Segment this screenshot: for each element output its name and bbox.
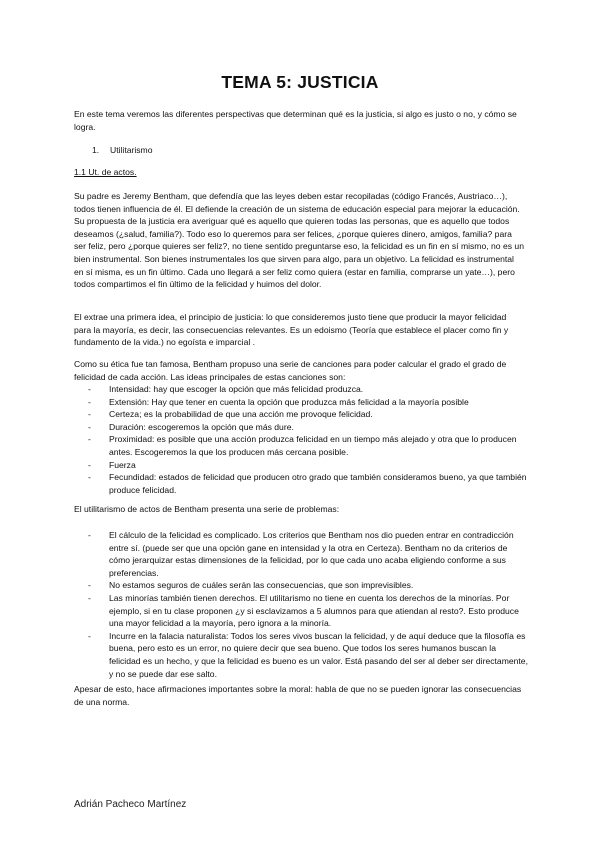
paragraph-conclusion: Apesar de esto, hace afirmaciones importantes sobre la moral: habla de que no se pueden ignorar las consecuencias de una norma.	[74, 684, 522, 707]
intro-paragraph: En este tema veremos las diferentes perspectivas que determinan qué es la justicia, si algo es justo o no, y cómo se logra.	[74, 109, 517, 132]
subheading: 1.1 Ut. de actos.	[74, 167, 137, 177]
problems-list	[88, 529, 528, 680]
section-label: Utilitarismo	[110, 145, 153, 155]
list-item: - Extensión: Hay que tener en cuenta la opción que produzca más felicidad a la mayoría posible	[88, 396, 528, 409]
list-item: - Incurre en la falacia naturalista: Todos los seres vivos buscan la felicidad, y de aquí deduce que la filosofía es buena, pero esto es un error, no quiere decir que sea bueno. Que todos los seres humanos buscan la felicidad es un hecho, y que la felicidad es bueno es un valor. Está pasando del ser al deber ser directamente, y no se puede dar ese salto.	[88, 630, 528, 680]
list-item: - Fecundidad: estados de felicidad que producen otro grado que también consideramos bueno, ya que también produce felicidad.	[88, 471, 528, 496]
paragraph-justice-principle: El extrae una primera idea, el principio de justicia: lo que consideremos justo tiene que producir la mayor felicidad para la mayoría, es decir, las consecuencias relevantes. Es un edoismo (Teoría que establece el placer como fin y fundamento de la vida.) no egoísta e imparcial .	[74, 312, 509, 348]
list-item: - No estamos seguros de cuáles serán las consecuencias, que son imprevisibles.	[88, 579, 528, 592]
list-item: - Fuerza	[88, 459, 528, 472]
paragraph-calculus-intro: Como su ética fue tan famosa, Bentham propuso una serie de canciones para poder calcular el grado el grado de felicidad de cada acción. Las ideas principales de estas canciones son:	[74, 359, 507, 382]
author-footer: Adrián Pacheco Martínez	[74, 799, 187, 810]
list-item: - El cálculo de la felicidad es complicado. Los criterios que Bentham nos dio pueden entrar en contradicción entre sí. (puede ser que una opción gane en intensidad y la otra en Certeza). Bentham no da criterios de cómo jerarquizar estas dimensiones de la felicidad, por lo que cada uno acaba eligiendo conforme a sus preferencias.	[88, 529, 528, 579]
list-item: - Intensidad: hay que escoger la opción que más felicidad produzca.	[88, 383, 528, 396]
section-heading	[92, 145, 153, 155]
list-item: - Proximidad: es posible que una acción produzca felicidad en un tiempo más alejado y otra que lo producen antes. Escogeremos la que los producen más cercana posible.	[88, 433, 528, 458]
list-item: - Certeza; es la probabilidad de que una acción me provoque felicidad.	[88, 408, 528, 421]
criteria-list	[88, 383, 528, 496]
list-item: - Duración: escogeremos la opción que más dure.	[88, 421, 528, 434]
paragraph-bentham: Su padre es Jeremy Bentham, que defendía que las leyes deben estar recopiladas (código Francés, Austriaco…), todos tienen influencia de él. El defiende la creación de un sistema de educación especial para mejorar la educación. Su propuesta de la justicia era averiguar qué es aquello que quieren todas las personas, que es aquello que todos deseamos (¿salud, familia?). Todo eso lo queremos para ser felices, ¿porque quieres dinero, amigos, familia? para ser feliz, pero ¿porque quieres ser feliz?, no tiene sentido preguntarse eso, la felicidad es un fin en sí mismo, no es un bien instrumental. Son bienes instrumentales los que sirven para algo, para un objetivo. La felicidad es instrumental en sí misma, es un fin último. Cada uno llegará a ser feliz como quiera (estar en familia, comprarse un yate…), pero todos compartimos el fin último de la felicidad y huimos del dolor.	[74, 191, 524, 290]
section-number: 1.	[92, 145, 100, 155]
page-title: TEMA 5: JUSTICIA	[221, 72, 379, 92]
list-item: - Las minorías también tienen derechos. El utilitarismo no tiene en cuenta los derechos de la minorías. Por ejemplo, si en tu clase proponen ¿y si esclavizamos a 5 alumnos para que atiendan al resto?. Esto produce una mayor felicidad a la mayoría, pero ignora a la minoría.	[88, 592, 528, 630]
paragraph-problems-intro: El utilitarismo de actos de Bentham presenta una serie de problemas:	[74, 504, 340, 514]
